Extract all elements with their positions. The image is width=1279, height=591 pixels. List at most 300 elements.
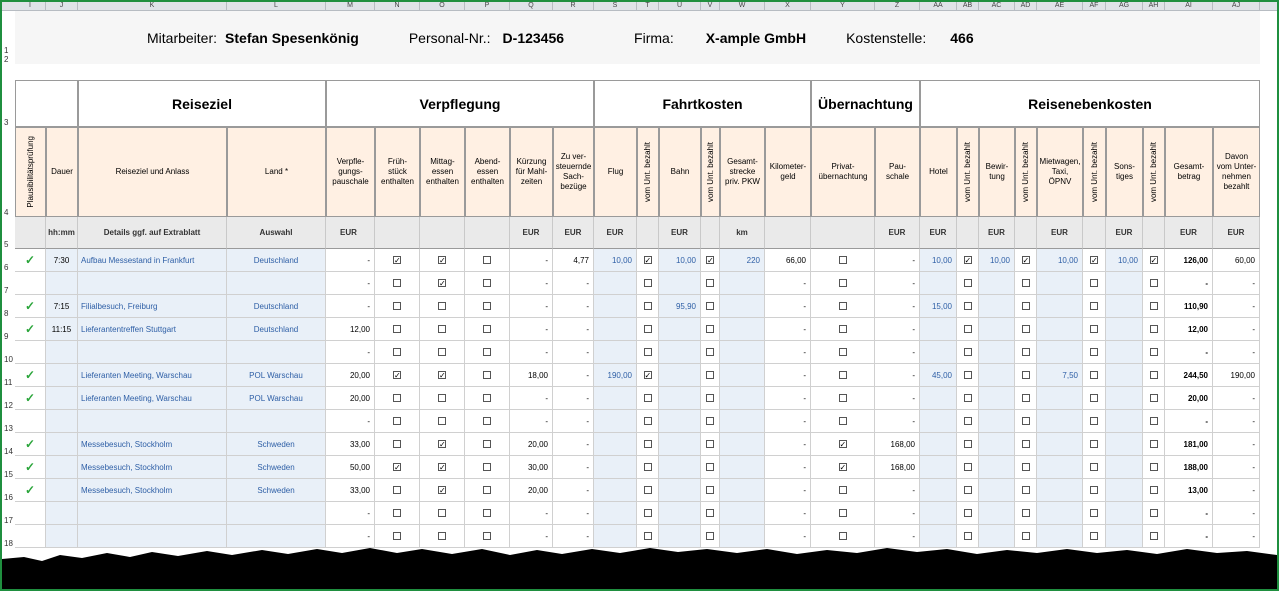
row-8-unt4[interactable] bbox=[1015, 295, 1037, 318]
row-8-unt1[interactable] bbox=[637, 295, 659, 318]
row-8-mietwagen[interactable] bbox=[1037, 295, 1083, 318]
column-letter-aj[interactable] bbox=[1213, 2, 1260, 11]
checkbox[interactable] bbox=[483, 463, 491, 471]
row-12-pausch_ue[interactable] bbox=[875, 387, 920, 410]
row-10-anlass[interactable] bbox=[78, 341, 227, 364]
row-10-unt5[interactable] bbox=[1083, 341, 1106, 364]
checkbox[interactable] bbox=[964, 532, 972, 540]
row-11-sonst[interactable] bbox=[1106, 364, 1143, 387]
row-8-anlass[interactable] bbox=[78, 295, 227, 318]
row-10-privat[interactable] bbox=[811, 341, 875, 364]
row-16-anlass[interactable] bbox=[78, 479, 227, 502]
checkbox[interactable] bbox=[839, 509, 847, 517]
row-9-bewirt[interactable] bbox=[979, 318, 1015, 341]
checkbox[interactable] bbox=[483, 532, 491, 540]
row-14-privat[interactable] bbox=[811, 433, 875, 456]
checkbox[interactable] bbox=[706, 371, 714, 379]
column-letter-ai[interactable] bbox=[1165, 2, 1213, 11]
row-15-gesamt[interactable] bbox=[1165, 456, 1213, 479]
row-17-frueh[interactable] bbox=[375, 502, 420, 525]
row-17-unt1[interactable] bbox=[637, 502, 659, 525]
row-14-pausch_ue[interactable] bbox=[875, 433, 920, 456]
column-letter-aa[interactable] bbox=[920, 2, 957, 11]
checkbox[interactable] bbox=[393, 532, 401, 540]
checkbox[interactable] bbox=[483, 325, 491, 333]
checkbox[interactable]: ✓ bbox=[439, 440, 446, 449]
checkbox[interactable] bbox=[706, 348, 714, 356]
checkbox[interactable] bbox=[706, 532, 714, 540]
row-12-mittag[interactable] bbox=[420, 387, 465, 410]
checkbox[interactable] bbox=[438, 532, 446, 540]
row-10-mietwagen[interactable] bbox=[1037, 341, 1083, 364]
row-15-mittag[interactable] bbox=[420, 456, 465, 479]
row-9-gesamt[interactable] bbox=[1165, 318, 1213, 341]
row-9-frueh[interactable] bbox=[375, 318, 420, 341]
row-12-unt3[interactable] bbox=[957, 387, 979, 410]
column-letter-ae[interactable] bbox=[1037, 2, 1083, 11]
row-10-hotel[interactable] bbox=[920, 341, 957, 364]
row-16-km_geld[interactable] bbox=[765, 479, 811, 502]
checkbox[interactable] bbox=[1150, 394, 1158, 402]
row-15-unt6[interactable] bbox=[1143, 456, 1165, 479]
row-8-hotel[interactable] bbox=[920, 295, 957, 318]
checkbox[interactable] bbox=[964, 486, 972, 494]
row-15-unt1[interactable] bbox=[637, 456, 659, 479]
row-10-unt6[interactable] bbox=[1143, 341, 1165, 364]
row-7-dauer[interactable] bbox=[46, 272, 78, 295]
row-16-land[interactable] bbox=[227, 479, 326, 502]
row-15-bahn[interactable] bbox=[659, 456, 701, 479]
row-15-abend[interactable] bbox=[465, 456, 510, 479]
checkbox[interactable] bbox=[964, 325, 972, 333]
row-17-dauer[interactable] bbox=[46, 502, 78, 525]
column-letter-ac[interactable] bbox=[979, 2, 1015, 11]
row-15-sonst[interactable] bbox=[1106, 456, 1143, 479]
row-6-mietwagen[interactable] bbox=[1037, 249, 1083, 272]
checkbox[interactable] bbox=[644, 509, 652, 517]
row-8-privat[interactable] bbox=[811, 295, 875, 318]
row-number-12[interactable] bbox=[2, 387, 15, 410]
row-8-bahn[interactable] bbox=[659, 295, 701, 318]
row-17-bewirt[interactable] bbox=[979, 502, 1015, 525]
row-10-flug[interactable] bbox=[594, 341, 637, 364]
checkbox[interactable] bbox=[393, 509, 401, 517]
column-letter-af[interactable] bbox=[1083, 2, 1106, 11]
row-10-mittag[interactable] bbox=[420, 341, 465, 364]
row-13-bewirt[interactable] bbox=[979, 410, 1015, 433]
row-12-bewirt[interactable] bbox=[979, 387, 1015, 410]
row-14-unt4[interactable] bbox=[1015, 433, 1037, 456]
row-10-pausch_ue[interactable] bbox=[875, 341, 920, 364]
column-letter-n[interactable] bbox=[375, 2, 420, 11]
row-14-sonst[interactable] bbox=[1106, 433, 1143, 456]
checkbox[interactable] bbox=[964, 371, 972, 379]
checkbox[interactable] bbox=[393, 440, 401, 448]
column-letter-ab[interactable] bbox=[957, 2, 979, 11]
checkbox[interactable] bbox=[644, 532, 652, 540]
checkbox[interactable] bbox=[644, 440, 652, 448]
column-letter-l[interactable] bbox=[227, 2, 326, 11]
row-11-unt2[interactable] bbox=[701, 364, 720, 387]
checkbox[interactable] bbox=[706, 325, 714, 333]
row-15-hotel[interactable] bbox=[920, 456, 957, 479]
row-14-unt6[interactable] bbox=[1143, 433, 1165, 456]
row-17-davon[interactable] bbox=[1213, 502, 1260, 525]
row-8-km_geld[interactable] bbox=[765, 295, 811, 318]
row-10-frueh[interactable] bbox=[375, 341, 420, 364]
checkbox[interactable] bbox=[1150, 463, 1158, 471]
row-13-frueh[interactable] bbox=[375, 410, 420, 433]
row-11-land[interactable] bbox=[227, 364, 326, 387]
checkbox[interactable] bbox=[1022, 509, 1030, 517]
column-letter-x[interactable] bbox=[765, 2, 811, 11]
row-11-frueh[interactable] bbox=[375, 364, 420, 387]
row-8-sonst[interactable] bbox=[1106, 295, 1143, 318]
row-9-mittag[interactable] bbox=[420, 318, 465, 341]
row-9-abend[interactable] bbox=[465, 318, 510, 341]
row-number-17[interactable] bbox=[2, 502, 15, 525]
row-10-unt1[interactable] bbox=[637, 341, 659, 364]
row-10-unt4[interactable] bbox=[1015, 341, 1037, 364]
row-13-mittag[interactable] bbox=[420, 410, 465, 433]
row-17-unt6[interactable] bbox=[1143, 502, 1165, 525]
row-8-bewirt[interactable] bbox=[979, 295, 1015, 318]
row-6-unt1[interactable] bbox=[637, 249, 659, 272]
column-letter-u[interactable] bbox=[659, 2, 701, 11]
checkbox[interactable] bbox=[706, 417, 714, 425]
checkbox[interactable] bbox=[1090, 509, 1098, 517]
row-number-2[interactable] bbox=[2, 55, 15, 64]
row-14-davon[interactable] bbox=[1213, 433, 1260, 456]
row-12-unt1[interactable] bbox=[637, 387, 659, 410]
row-number-8[interactable] bbox=[2, 295, 15, 318]
row-10-pauschale[interactable] bbox=[326, 341, 375, 364]
row-9-privat[interactable] bbox=[811, 318, 875, 341]
row-7-flug[interactable] bbox=[594, 272, 637, 295]
row-10-abend[interactable] bbox=[465, 341, 510, 364]
checkbox[interactable] bbox=[1090, 394, 1098, 402]
row-10-land[interactable] bbox=[227, 341, 326, 364]
checkbox[interactable]: ✓ bbox=[644, 371, 652, 380]
column-letter-ag[interactable] bbox=[1106, 2, 1143, 11]
row-13-abend[interactable] bbox=[465, 410, 510, 433]
row-7-pausch_ue[interactable] bbox=[875, 272, 920, 295]
row-9-pauschale[interactable] bbox=[326, 318, 375, 341]
row-16-mietwagen[interactable] bbox=[1037, 479, 1083, 502]
row-15-bewirt[interactable] bbox=[979, 456, 1015, 479]
row-15-unt5[interactable] bbox=[1083, 456, 1106, 479]
row-12-bahn[interactable] bbox=[659, 387, 701, 410]
checkbox[interactable] bbox=[1022, 417, 1030, 425]
row-8-frueh[interactable] bbox=[375, 295, 420, 318]
checkbox[interactable] bbox=[1022, 325, 1030, 333]
row-8-flug[interactable] bbox=[594, 295, 637, 318]
row-9-unt6[interactable] bbox=[1143, 318, 1165, 341]
row-12-mietwagen[interactable] bbox=[1037, 387, 1083, 410]
row-12-davon[interactable] bbox=[1213, 387, 1260, 410]
checkbox[interactable] bbox=[438, 348, 446, 356]
checkbox[interactable] bbox=[644, 325, 652, 333]
checkbox[interactable] bbox=[393, 302, 401, 310]
row-13-bahn[interactable] bbox=[659, 410, 701, 433]
row-8-kuerzung[interactable] bbox=[510, 295, 553, 318]
row-17-privat[interactable] bbox=[811, 502, 875, 525]
row-7-privat[interactable] bbox=[811, 272, 875, 295]
row-15-davon[interactable] bbox=[1213, 456, 1260, 479]
row-12-kuerzung[interactable] bbox=[510, 387, 553, 410]
row-9-unt5[interactable] bbox=[1083, 318, 1106, 341]
row-14-sach[interactable] bbox=[553, 433, 594, 456]
checkbox[interactable] bbox=[483, 302, 491, 310]
row-11-bahn[interactable] bbox=[659, 364, 701, 387]
row-17-mittag[interactable] bbox=[420, 502, 465, 525]
row-12-pauschale[interactable] bbox=[326, 387, 375, 410]
checkbox[interactable] bbox=[1150, 532, 1158, 540]
checkbox[interactable] bbox=[644, 348, 652, 356]
checkbox[interactable] bbox=[393, 325, 401, 333]
row-13-unt3[interactable] bbox=[957, 410, 979, 433]
row-13-privat[interactable] bbox=[811, 410, 875, 433]
row-7-unt5[interactable] bbox=[1083, 272, 1106, 295]
checkbox[interactable]: ✓ bbox=[1022, 256, 1030, 265]
row-14-strecke[interactable] bbox=[720, 433, 765, 456]
row-13-unt2[interactable] bbox=[701, 410, 720, 433]
column-letter-t[interactable] bbox=[637, 2, 659, 11]
row-number-5[interactable] bbox=[2, 217, 15, 249]
row-11-abend[interactable] bbox=[465, 364, 510, 387]
checkbox[interactable] bbox=[1150, 509, 1158, 517]
checkbox[interactable]: ✓ bbox=[839, 463, 847, 472]
row-16-bahn[interactable] bbox=[659, 479, 701, 502]
row-12-km_geld[interactable] bbox=[765, 387, 811, 410]
row-14-frueh[interactable] bbox=[375, 433, 420, 456]
row-7-strecke[interactable] bbox=[720, 272, 765, 295]
checkbox[interactable]: ✓ bbox=[394, 371, 401, 380]
row-17-gesamt[interactable] bbox=[1165, 502, 1213, 525]
row-9-anlass[interactable] bbox=[78, 318, 227, 341]
checkbox[interactable] bbox=[393, 279, 401, 287]
row-9-unt2[interactable] bbox=[701, 318, 720, 341]
column-letter-ad[interactable] bbox=[1015, 2, 1037, 11]
row-9-unt4[interactable] bbox=[1015, 318, 1037, 341]
checkbox[interactable] bbox=[964, 394, 972, 402]
row-14-anlass[interactable] bbox=[78, 433, 227, 456]
row-7-sach[interactable] bbox=[553, 272, 594, 295]
row-8-unt5[interactable] bbox=[1083, 295, 1106, 318]
checkbox[interactable] bbox=[1150, 302, 1158, 310]
row-11-dauer[interactable] bbox=[46, 364, 78, 387]
column-letter-o[interactable] bbox=[420, 2, 465, 11]
checkbox[interactable] bbox=[644, 279, 652, 287]
row-6-kuerzung[interactable] bbox=[510, 249, 553, 272]
row-11-pauschale[interactable] bbox=[326, 364, 375, 387]
row-6-gesamt[interactable] bbox=[1165, 249, 1213, 272]
checkbox[interactable] bbox=[1022, 348, 1030, 356]
row-12-unt5[interactable] bbox=[1083, 387, 1106, 410]
checkbox[interactable]: ✓ bbox=[644, 256, 652, 265]
row-6-sach[interactable] bbox=[553, 249, 594, 272]
row-16-davon[interactable] bbox=[1213, 479, 1260, 502]
column-letter-m[interactable] bbox=[326, 2, 375, 11]
row-17-flug[interactable] bbox=[594, 502, 637, 525]
checkbox[interactable] bbox=[438, 394, 446, 402]
checkbox[interactable] bbox=[393, 417, 401, 425]
row-13-sonst[interactable] bbox=[1106, 410, 1143, 433]
row-11-mietwagen[interactable] bbox=[1037, 364, 1083, 387]
column-letter-z[interactable] bbox=[875, 2, 920, 11]
row-9-bahn[interactable] bbox=[659, 318, 701, 341]
row-9-flug[interactable] bbox=[594, 318, 637, 341]
checkbox[interactable] bbox=[839, 348, 847, 356]
checkbox[interactable] bbox=[1090, 371, 1098, 379]
row-8-abend[interactable] bbox=[465, 295, 510, 318]
row-14-mietwagen[interactable] bbox=[1037, 433, 1083, 456]
row-7-land[interactable] bbox=[227, 272, 326, 295]
row-number-3[interactable] bbox=[2, 64, 15, 127]
row-17-sonst[interactable] bbox=[1106, 502, 1143, 525]
row-7-unt4[interactable] bbox=[1015, 272, 1037, 295]
column-letter-s[interactable] bbox=[594, 2, 637, 11]
row-6-unt3[interactable] bbox=[957, 249, 979, 272]
row-17-anlass[interactable] bbox=[78, 502, 227, 525]
row-15-km_geld[interactable] bbox=[765, 456, 811, 479]
row-13-unt1[interactable] bbox=[637, 410, 659, 433]
row-16-bewirt[interactable] bbox=[979, 479, 1015, 502]
row-15-strecke[interactable] bbox=[720, 456, 765, 479]
row-11-hotel[interactable] bbox=[920, 364, 957, 387]
row-15-privat[interactable] bbox=[811, 456, 875, 479]
row-15-unt2[interactable] bbox=[701, 456, 720, 479]
checkbox[interactable] bbox=[1150, 417, 1158, 425]
row-12-sach[interactable] bbox=[553, 387, 594, 410]
checkbox[interactable] bbox=[706, 486, 714, 494]
row-11-anlass[interactable] bbox=[78, 364, 227, 387]
row-9-hotel[interactable] bbox=[920, 318, 957, 341]
checkbox[interactable] bbox=[1022, 279, 1030, 287]
column-letter-k[interactable] bbox=[78, 2, 227, 11]
row-15-flug[interactable] bbox=[594, 456, 637, 479]
row-number-10[interactable] bbox=[2, 341, 15, 364]
row-8-mittag[interactable] bbox=[420, 295, 465, 318]
row-12-dauer[interactable] bbox=[46, 387, 78, 410]
row-7-mittag[interactable] bbox=[420, 272, 465, 295]
checkbox[interactable] bbox=[1150, 486, 1158, 494]
row-17-km_geld[interactable] bbox=[765, 502, 811, 525]
row-16-unt1[interactable] bbox=[637, 479, 659, 502]
row-17-pausch_ue[interactable] bbox=[875, 502, 920, 525]
row-16-kuerzung[interactable] bbox=[510, 479, 553, 502]
checkbox[interactable] bbox=[706, 279, 714, 287]
row-14-abend[interactable] bbox=[465, 433, 510, 456]
row-11-sach[interactable] bbox=[553, 364, 594, 387]
checkbox[interactable] bbox=[483, 256, 491, 264]
row-10-sonst[interactable] bbox=[1106, 341, 1143, 364]
checkbox[interactable] bbox=[1090, 440, 1098, 448]
row-17-unt3[interactable] bbox=[957, 502, 979, 525]
row-14-mittag[interactable] bbox=[420, 433, 465, 456]
row-6-pausch_ue[interactable] bbox=[875, 249, 920, 272]
checkbox[interactable] bbox=[483, 279, 491, 287]
row-16-strecke[interactable] bbox=[720, 479, 765, 502]
checkbox[interactable] bbox=[393, 394, 401, 402]
row-15-unt3[interactable] bbox=[957, 456, 979, 479]
checkbox[interactable]: ✓ bbox=[439, 256, 446, 265]
checkbox[interactable] bbox=[483, 348, 491, 356]
row-number-14[interactable] bbox=[2, 433, 15, 456]
row-7-unt2[interactable] bbox=[701, 272, 720, 295]
row-17-land[interactable] bbox=[227, 502, 326, 525]
row-14-hotel[interactable] bbox=[920, 433, 957, 456]
row-9-sach[interactable] bbox=[553, 318, 594, 341]
row-6-davon[interactable] bbox=[1213, 249, 1260, 272]
row-12-anlass[interactable] bbox=[78, 387, 227, 410]
checkbox[interactable] bbox=[839, 371, 847, 379]
column-letter-q[interactable] bbox=[510, 2, 553, 11]
row-14-flug[interactable] bbox=[594, 433, 637, 456]
checkbox[interactable]: ✓ bbox=[1091, 256, 1098, 265]
row-11-bewirt[interactable] bbox=[979, 364, 1015, 387]
row-12-frueh[interactable] bbox=[375, 387, 420, 410]
column-letter-y[interactable] bbox=[811, 2, 875, 11]
checkbox[interactable] bbox=[483, 509, 491, 517]
row-12-sonst[interactable] bbox=[1106, 387, 1143, 410]
row-14-bahn[interactable] bbox=[659, 433, 701, 456]
row-16-unt5[interactable] bbox=[1083, 479, 1106, 502]
row-11-gesamt[interactable] bbox=[1165, 364, 1213, 387]
checkbox[interactable]: ✓ bbox=[439, 463, 446, 472]
row-14-unt3[interactable] bbox=[957, 433, 979, 456]
checkbox[interactable]: ✓ bbox=[439, 371, 446, 380]
row-7-pauschale[interactable] bbox=[326, 272, 375, 295]
row-14-land[interactable] bbox=[227, 433, 326, 456]
row-17-mietwagen[interactable] bbox=[1037, 502, 1083, 525]
row-9-unt1[interactable] bbox=[637, 318, 659, 341]
checkbox[interactable] bbox=[644, 394, 652, 402]
row-9-kuerzung[interactable] bbox=[510, 318, 553, 341]
row-6-frueh[interactable] bbox=[375, 249, 420, 272]
row-14-unt1[interactable] bbox=[637, 433, 659, 456]
row-8-sach[interactable] bbox=[553, 295, 594, 318]
row-7-davon[interactable] bbox=[1213, 272, 1260, 295]
checkbox[interactable] bbox=[964, 348, 972, 356]
row-12-flug[interactable] bbox=[594, 387, 637, 410]
row-15-anlass[interactable] bbox=[78, 456, 227, 479]
checkbox[interactable] bbox=[706, 394, 714, 402]
row-16-pausch_ue[interactable] bbox=[875, 479, 920, 502]
column-letter-r[interactable] bbox=[553, 2, 594, 11]
row-15-dauer[interactable] bbox=[46, 456, 78, 479]
checkbox[interactable] bbox=[964, 417, 972, 425]
row-12-privat[interactable] bbox=[811, 387, 875, 410]
row-9-km_geld[interactable] bbox=[765, 318, 811, 341]
row-8-pausch_ue[interactable] bbox=[875, 295, 920, 318]
row-6-pauschale[interactable] bbox=[326, 249, 375, 272]
row-16-dauer[interactable] bbox=[46, 479, 78, 502]
row-13-sach[interactable] bbox=[553, 410, 594, 433]
row-number-13[interactable] bbox=[2, 410, 15, 433]
row-15-land[interactable] bbox=[227, 456, 326, 479]
row-6-sonst[interactable] bbox=[1106, 249, 1143, 272]
row-9-sonst[interactable] bbox=[1106, 318, 1143, 341]
row-17-pauschale[interactable] bbox=[326, 502, 375, 525]
row-16-abend[interactable] bbox=[465, 479, 510, 502]
row-13-pauschale[interactable] bbox=[326, 410, 375, 433]
row-14-km_geld[interactable] bbox=[765, 433, 811, 456]
row-17-unt5[interactable] bbox=[1083, 502, 1106, 525]
row-8-dauer[interactable] bbox=[46, 295, 78, 318]
row-11-unt4[interactable] bbox=[1015, 364, 1037, 387]
row-12-unt6[interactable] bbox=[1143, 387, 1165, 410]
